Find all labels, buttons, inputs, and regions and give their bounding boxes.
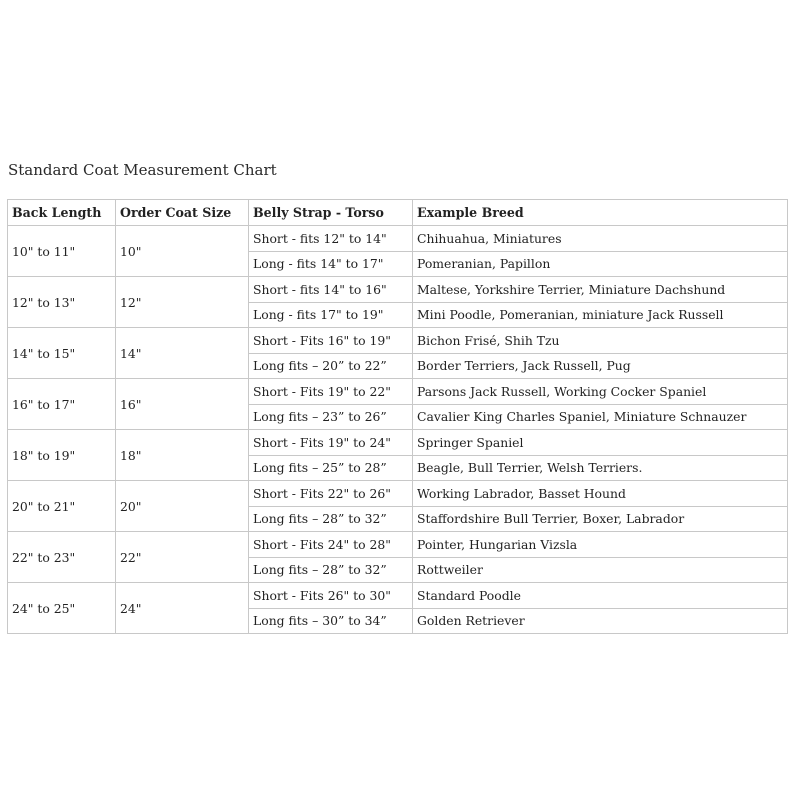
coat-size-cell: 14" (116, 328, 249, 379)
coat-size-cell: 16" (116, 379, 249, 430)
belly-strap-cell: Short - Fits 24" to 28" (249, 532, 413, 558)
belly-strap-cell: Long fits – 28” to 32” (249, 506, 413, 532)
table-header-row (8, 200, 788, 226)
example-breed-cell: Rottweiler (413, 557, 788, 583)
back-length-cell: 16" to 17" (8, 379, 116, 430)
example-breed-cell: Mini Poodle, Pomeranian, miniature Jack Russell (413, 302, 788, 328)
belly-strap-cell: Short - fits 14" to 16" (249, 277, 413, 303)
belly-strap-cell: Short - Fits 26" to 30" (249, 583, 413, 609)
belly-strap-cell: Long fits – 30” to 34” (249, 608, 413, 634)
header-back-length: Back Length (8, 200, 116, 226)
coat-size-cell: 12" (116, 277, 249, 328)
coat-size-cell: 20" (116, 481, 249, 532)
header-example-breed: Example Breed (413, 200, 788, 226)
coat-size-cell: 24" (116, 583, 249, 634)
example-breed-cell: Border Terriers, Jack Russell, Pug (413, 353, 788, 379)
table-row (8, 379, 788, 405)
belly-strap-cell: Short - fits 12" to 14" (249, 226, 413, 252)
coat-size-cell: 10" (116, 226, 249, 277)
belly-strap-cell: Short - Fits 19" to 22" (249, 379, 413, 405)
example-breed-cell: Standard Poodle (413, 583, 788, 609)
belly-strap-cell: Long - fits 17" to 19" (249, 302, 413, 328)
table-row (8, 328, 788, 354)
example-breed-cell: Pomeranian, Papillon (413, 251, 788, 277)
table-row (8, 481, 788, 507)
back-length-cell: 12" to 13" (8, 277, 116, 328)
example-breed-cell: Pointer, Hungarian Vizsla (413, 532, 788, 558)
belly-strap-cell: Long fits – 28” to 32” (249, 557, 413, 583)
table-row (8, 430, 788, 456)
example-breed-cell: Parsons Jack Russell, Working Cocker Spaniel (413, 379, 788, 405)
belly-strap-cell: Long - fits 14" to 17" (249, 251, 413, 277)
belly-strap-cell: Short - Fits 16" to 19" (249, 328, 413, 354)
coat-size-cell: 18" (116, 430, 249, 481)
coat-size-cell: 22" (116, 532, 249, 583)
belly-strap-cell: Long fits – 20” to 22” (249, 353, 413, 379)
example-breed-cell: Bichon Frisé, Shih Tzu (413, 328, 788, 354)
table-row (8, 226, 788, 252)
table-row (8, 583, 788, 609)
back-length-cell: 18" to 19" (8, 430, 116, 481)
back-length-cell: 24" to 25" (8, 583, 116, 634)
back-length-cell: 14" to 15" (8, 328, 116, 379)
example-breed-cell: Maltese, Yorkshire Terrier, Miniature Dachshund (413, 277, 788, 303)
back-length-cell: 10" to 11" (8, 226, 116, 277)
belly-strap-cell: Short - Fits 22" to 26" (249, 481, 413, 507)
back-length-cell: 22" to 23" (8, 532, 116, 583)
table-row (8, 532, 788, 558)
header-belly-strap-torso: Belly Strap - Torso (249, 200, 413, 226)
chart-title: Standard Coat Measurement Chart (8, 161, 277, 179)
example-breed-cell: Golden Retriever (413, 608, 788, 634)
belly-strap-cell: Long fits – 23” to 26” (249, 404, 413, 430)
header-order-coat-size: Order Coat Size (116, 200, 249, 226)
example-breed-cell: Beagle, Bull Terrier, Welsh Terriers. (413, 455, 788, 481)
belly-strap-cell: Short - Fits 19" to 24" (249, 430, 413, 456)
example-breed-cell: Chihuahua, Miniatures (413, 226, 788, 252)
example-breed-cell: Springer Spaniel (413, 430, 788, 456)
table-row (8, 277, 788, 303)
example-breed-cell: Staffordshire Bull Terrier, Boxer, Labrador (413, 506, 788, 532)
example-breed-cell: Cavalier King Charles Spaniel, Miniature Schnauzer (413, 404, 788, 430)
coat-measurement-table (7, 199, 788, 634)
example-breed-cell: Working Labrador, Basset Hound (413, 481, 788, 507)
belly-strap-cell: Long fits – 25” to 28” (249, 455, 413, 481)
back-length-cell: 20" to 21" (8, 481, 116, 532)
